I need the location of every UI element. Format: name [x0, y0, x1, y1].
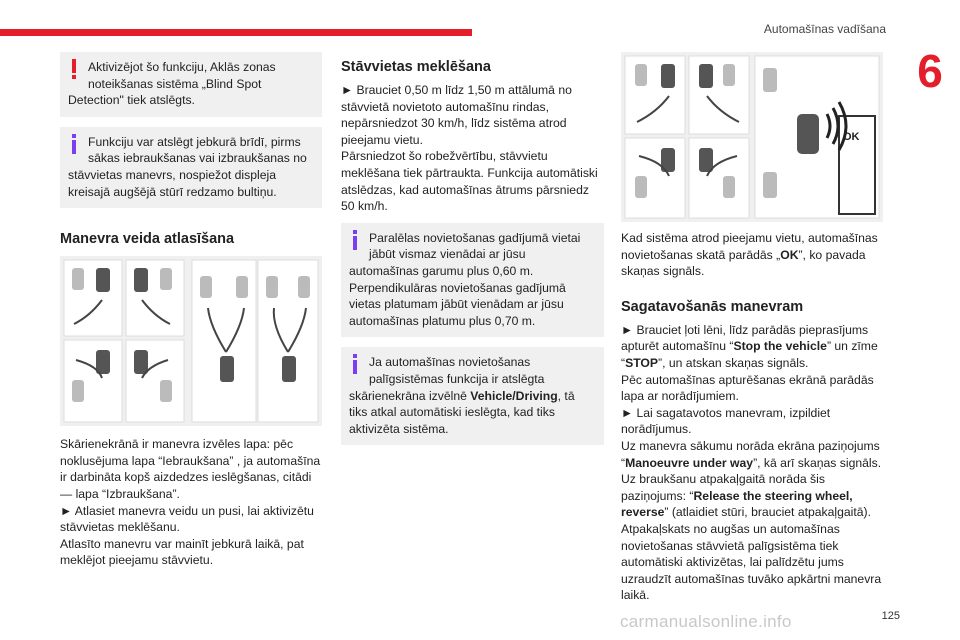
info-icon [347, 228, 363, 252]
warning-line1: Aktivizējot šo funkciju, Aklās zonas [88, 60, 276, 74]
paragraph-limit: Pārsniedzot šo robežvērtību, stāvvietu meklēšana tiek pārtraukta. Funkcija automātiski atslēdzas, kad automašīnas ātrums pārsniedz 50 km/h. [341, 149, 598, 214]
info-line1: Funkciju var atslēgt jebkurā brīdī, pirms [88, 134, 301, 149]
info-space-text: jābūt vismaz vienādai ar jūsu automašīnas garumu plus 0,60 m. Perpendikulāras novietošanas gadījumā vietas platumam jābūt vienādam ar jūsu automašīnas platumu plus 0,70 m. [349, 247, 566, 328]
info-box-reactivation [341, 347, 604, 445]
info-text: sākas iebraukšanas vai izbraukšanas no stāvvietas manevrs, nospiežot displeja kreisajā augšējā stūrī redzamo bultiņu. [68, 151, 307, 199]
info-reactivation-text: palīgsistēmas funkcija ir atslēgta skārienekrāna izvēlnē Vehicle/Driving, tā tiks atkal automātiski ieslēgta, kad tiks aktivizēta sistēma. [349, 371, 575, 436]
info-space-line1: Paralēlas novietošanas gadījumā vietai [369, 230, 581, 245]
watermark: carmanualsonline.info [620, 612, 792, 631]
space-found-illustration [621, 52, 883, 222]
column-1 [60, 52, 322, 569]
info-box [60, 127, 322, 208]
section-heading-manoeuvre: Manevra veida atlasīšana [60, 231, 235, 248]
warning-text: noteikšanas sistēma „Blind Spot Detection" tiek atslēgts. [68, 76, 262, 108]
parking-diagram-ok [621, 52, 883, 222]
paragraph-instructions: Pēc automašīnas apturēšanas ekrānā parādās lapa ar norādījumiem. [621, 372, 874, 404]
parking-diagram-left [60, 256, 322, 426]
column-3 [621, 52, 883, 604]
column-2 [341, 58, 604, 455]
step-stop: ► Brauciet ļoti lēni, līdz parādās pieprasījums apturēt automašīnu “Stop the vehicle” un zīme “STOP”, un atskan skaņas signāls. [621, 322, 878, 370]
paragraph-change: Atlasīto manevru var mainīt jebkurā laikā, pat meklējot pieejamu stāvvietu. [60, 536, 304, 568]
chapter-number: 6 [917, 45, 943, 97]
warning-box [60, 52, 322, 117]
header-title: Automašīnas vadīšana [763, 22, 886, 36]
warning-icon [66, 57, 82, 81]
paragraph-rear-view: Atpakaļskats no augšas un automašīnas novietošanas stāvvietā palīgsistēma tiek automātiski aktivizētas, lai palīdzētu jums uzraudzīt automašīnas tuvāko apkārtni manevra laikā. [621, 521, 882, 603]
info-icon [66, 132, 82, 156]
manoeuvre-selection-illustration [60, 256, 322, 426]
paragraph-selection: Skārienekrānā ir manevra izvēles lapa: pēc noklusējuma lapa “Iebraukšana” , ja automašīna ir darbināta kopš aizdedzes ieslēgšanas, citādi — lapa “Izbraukšana”. [60, 437, 321, 501]
section-heading-prepare: Sagatavošanās manevram [621, 298, 804, 315]
info-icon [347, 352, 363, 376]
caption-ok: Kad sistēma atrod pieejamu vietu, automašīnas novietošanas skatā parādās „OK”, ko pavada skaņas signāls. [621, 231, 878, 279]
step-select-manoeuvre: ► Atlasiet manevra veidu un pusi, lai aktivizētu stāvvietas meklēšanu. [60, 503, 314, 535]
step-drive: ► Brauciet 0,50 m līdz 1,50 m attālumā no stāvvietā novietoto automašīnu rindas, nepārsniedzot 30 km/h, līdz sistēma atrod pieejamu vietu. [341, 83, 572, 147]
page-number: 125 [881, 610, 900, 622]
info-reactivation-line1: Ja automašīnas novietošanas [369, 355, 531, 370]
info-box-space [341, 223, 604, 338]
section-heading-search: Stāvvietas meklēšana [341, 59, 491, 75]
top-accent-bar [0, 29, 472, 36]
step-follow: ► Lai sagatavotos manevram, izpildiet norādījumus. [621, 405, 831, 437]
paragraph-manoeuvre-start: Uz manevra sākumu norāda ekrāna paziņojums “Manoeuvre under way”, kā arī skaņas signāls. Uz braukšanu atpakaļgaitā norāda šis paziņojums: “Release the steering wheel, reverse” (atlaidiet stūri, brauciet atpakaļgaitā). [621, 438, 882, 520]
ok-label: OK [843, 131, 860, 143]
